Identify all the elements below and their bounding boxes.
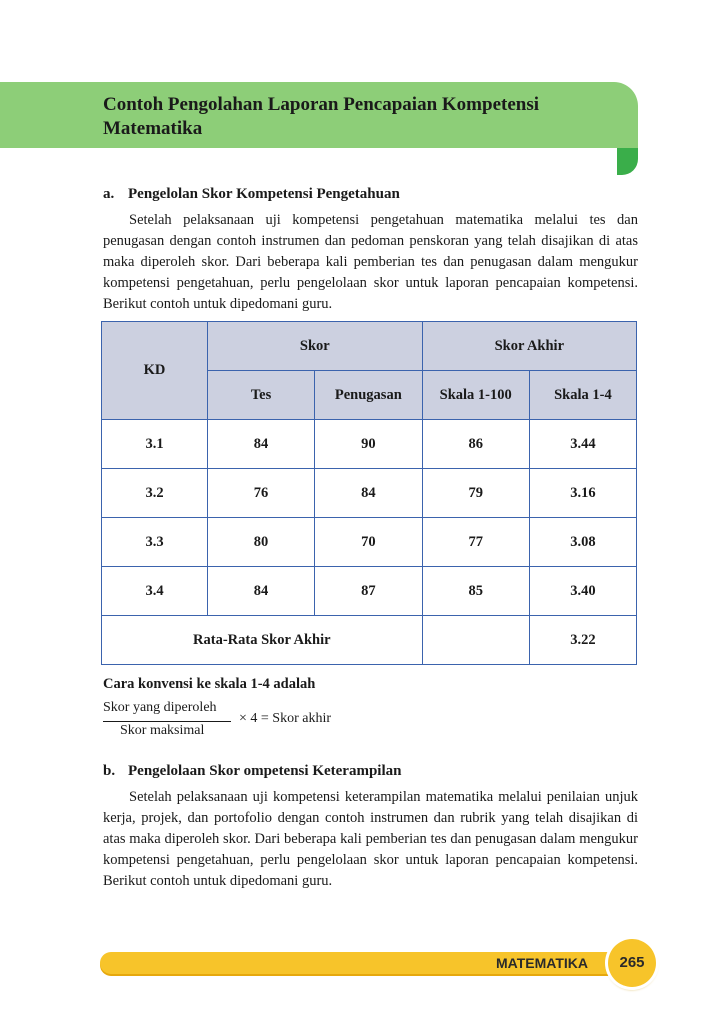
average-value: 3.22 (529, 616, 636, 665)
section-a-paragraph (103, 210, 638, 315)
cell-skala-100: 79 (422, 469, 529, 518)
cell-penugasan: 70 (315, 518, 423, 567)
cell-skala-4: 3.16 (529, 469, 636, 518)
table-row (102, 469, 637, 518)
formula-numerator: Skor yang diperoleh (103, 700, 217, 715)
cell-skala-100: 77 (422, 518, 529, 567)
fraction-bar (103, 721, 231, 722)
cell-kd: 3.3 (102, 518, 208, 567)
cell-skala-100: 85 (422, 567, 529, 616)
section-b-heading (103, 761, 401, 781)
cell-kd: 3.4 (102, 567, 208, 616)
cell-kd: 3.1 (102, 420, 208, 469)
section-b-text: Setelah pelaksanaan uji kompetensi keterampilan matematika melalui penilaian unjuk kerja, projek, dan portofolio dengan contoh instrumen dan rubrik yang telah disajikan di atas maka diperoleh skor. Dari beberapa kali pemberian tes dan penugasan dalam mengukur kompetensi pengetahuan, perlu pengelolaan skor untuk laporan pencapaian kompetensi. Berikut contoh untuk dipedomani guru. (103, 789, 638, 889)
cell-skala-4: 3.40 (529, 567, 636, 616)
footer-subject: MATEMATIKA (496, 955, 589, 971)
table-row (102, 567, 637, 616)
cell-tes: 84 (208, 420, 315, 469)
table-row (102, 518, 637, 567)
section-b-paragraph (103, 787, 638, 892)
header-skor: Skor (208, 322, 423, 371)
banner-tab-decoration (617, 148, 638, 175)
page-number: 265 (619, 954, 645, 971)
section-a-title: Pengelolan Skor Kompetensi Pengetahuan (128, 186, 400, 202)
section-a-heading (103, 184, 400, 204)
cell-kd: 3.2 (102, 469, 208, 518)
header-kd: KD (102, 322, 208, 420)
section-b-title: Pengelolaan Skor ompetensi Keterampilan (128, 763, 402, 779)
cell-skala-4: 3.44 (529, 420, 636, 469)
average-row (102, 616, 637, 665)
cell-skala-100: 86 (422, 420, 529, 469)
section-a-text: Setelah pelaksanaan uji kompetensi pengetahuan matematika melalui tes dan penugasan dengan contoh instrumen dan pedoman penskoran yang telah disajikan di atas maka diperoleh skor. Dari beberapa kali pemberian tes dan penugasan dalam mengukur kompetensi pengetahuan, perlu pengelolaan skor untuk laporan pencapaian kompetensi. Berikut contoh untuk dipedomani guru. (103, 212, 638, 312)
average-label: Rata-Rata Skor Akhir (102, 616, 423, 665)
header-penugasan: Penugasan (315, 371, 423, 420)
header-tes: Tes (208, 371, 315, 420)
cell-penugasan: 90 (315, 420, 423, 469)
page-title: Contoh Pengolahan Laporan Pencapaian Kompetensi Matematika (103, 94, 539, 139)
average-empty-cell (422, 616, 529, 665)
header-skor-akhir: Skor Akhir (422, 322, 636, 371)
cell-tes: 80 (208, 518, 315, 567)
cell-tes: 76 (208, 469, 315, 518)
formula-result: × 4 = Skor akhir (239, 711, 332, 726)
header-skala-4: Skala 1-4 (529, 371, 636, 420)
conversion-label: Cara konvensi ke skala 1-4 adalah (103, 676, 316, 692)
cell-tes: 84 (208, 567, 315, 616)
score-table (101, 321, 637, 665)
cell-penugasan: 87 (315, 567, 423, 616)
header-skala-100: Skala 1-100 (422, 371, 529, 420)
table-row (102, 420, 637, 469)
section-b-marker: b. (103, 763, 116, 779)
cell-skala-4: 3.08 (529, 518, 636, 567)
cell-penugasan: 84 (315, 469, 423, 518)
formula-denominator: Skor maksimal (120, 723, 205, 738)
section-a-marker: a. (103, 186, 115, 202)
